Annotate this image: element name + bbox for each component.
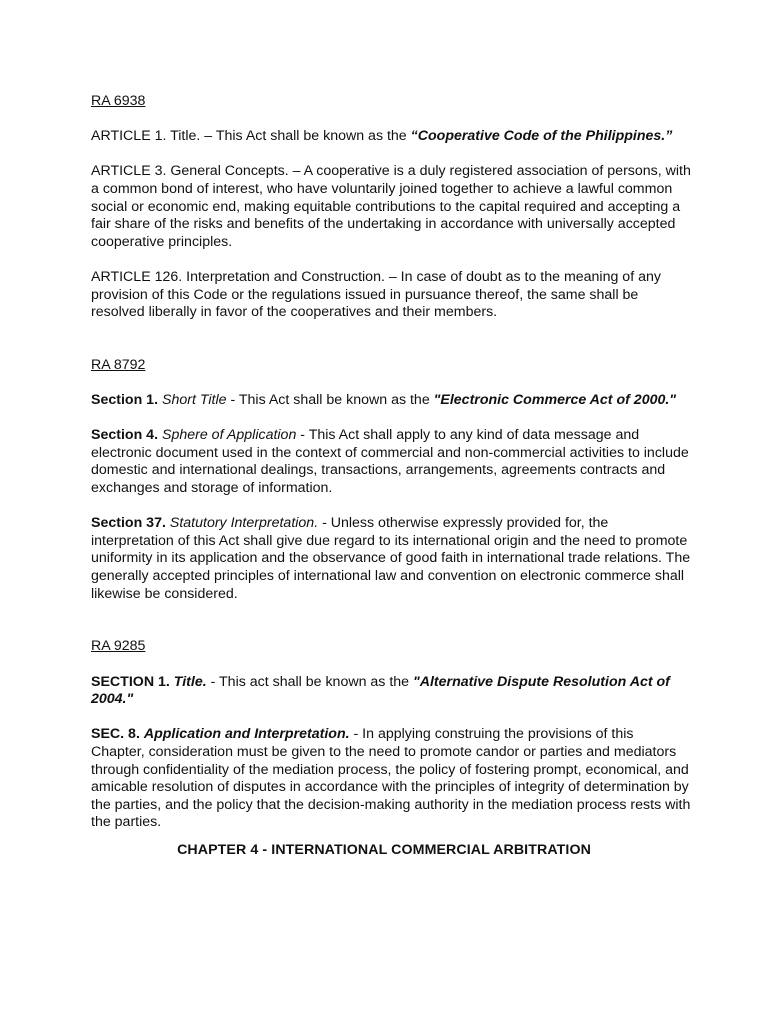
section-text: - This Act shall be known as the	[226, 392, 434, 409]
law-heading-ra9285: RA 9285	[91, 638, 146, 655]
section-label: SECTION 1.	[91, 673, 170, 690]
section-8-adr	[91, 726, 691, 832]
section-4-ecommerce	[91, 427, 691, 497]
law-heading-ra6938: RA 6938	[91, 93, 146, 109]
section-label: Section 4.	[91, 427, 159, 444]
section-label: Section 37.	[91, 515, 166, 532]
document-page	[91, 93, 691, 860]
section-37-ecommerce	[91, 515, 691, 603]
section-text: - In applying construing the provisions of this Chapter, consideration must be given to the need to promote candor or parties and mediators through confidentiality of the mediation process, the policy of fostering prompt, economical, and amicable resolution of disputes in accordance with the principles of integrity of determination by the parties, and the policy that the decision-making authority in the mediation process rests with the parties.	[91, 726, 691, 831]
law-heading-ra8792: RA 8792	[91, 356, 146, 373]
section-text: - This Act shall apply to any kind of data message and electronic document used in the context of commercial and non-commercial activities to include domestic and international dealings, transactions, arrangements, agreements contracts and exchanges and storage of information.	[91, 427, 689, 497]
article-3: ARTICLE 3. General Concepts. – A cooperative is a duly registered association of persons, with a common bond of interest, who have voluntarily joined together to achieve a lawful common social or economic end, making equitable contributions to the capital required and accepting a fair share of the risks and benefits of the undertaking in accordance with universally accepted cooperative principles.	[91, 163, 691, 250]
article-1-text: ARTICLE 1. Title. – This Act shall be known as the	[91, 128, 411, 145]
section-subtitle: Title.	[173, 673, 207, 690]
section-label: Section 1.	[91, 392, 159, 409]
chapter-heading: CHAPTER 4 - INTERNATIONAL COMMERCIAL ARBITRATION	[177, 841, 591, 858]
section-title: "Electronic Commerce Act of 2000."	[433, 392, 677, 409]
section-title: "Alternative Dispute Resolution Act of 2004."	[91, 673, 670, 708]
article-1-title: “Cooperative Code of the Philippines.”	[410, 128, 673, 145]
section-text: - This act shall be known as the	[206, 673, 414, 690]
section-subtitle: Application and Interpretation.	[143, 726, 350, 743]
article-1	[91, 128, 691, 146]
section-text: - Unless otherwise expressly provided for, the interpretation of this Act shall give due regard to its international origin and the need to promote uniformity in its application and the observance of good faith in international trade relations. The generally accepted principles of international law and convention on electronic commerce shall likewise be considered.	[91, 515, 691, 602]
section-subtitle: Statutory Interpretation.	[169, 515, 319, 532]
section-subtitle: Sphere of Application	[161, 427, 297, 444]
section-subtitle: Short Title	[161, 392, 227, 409]
section-1-adr	[91, 674, 691, 709]
article-126: ARTICLE 126. Interpretation and Construction. – In case of doubt as to the meaning of any provision of this Code or the regulations issued in pursuance thereof, the same shall be resolved liberally in favor of the cooperatives and their members.	[91, 268, 661, 321]
section-label: SEC. 8.	[91, 726, 140, 743]
section-1-ecommerce	[91, 392, 691, 410]
